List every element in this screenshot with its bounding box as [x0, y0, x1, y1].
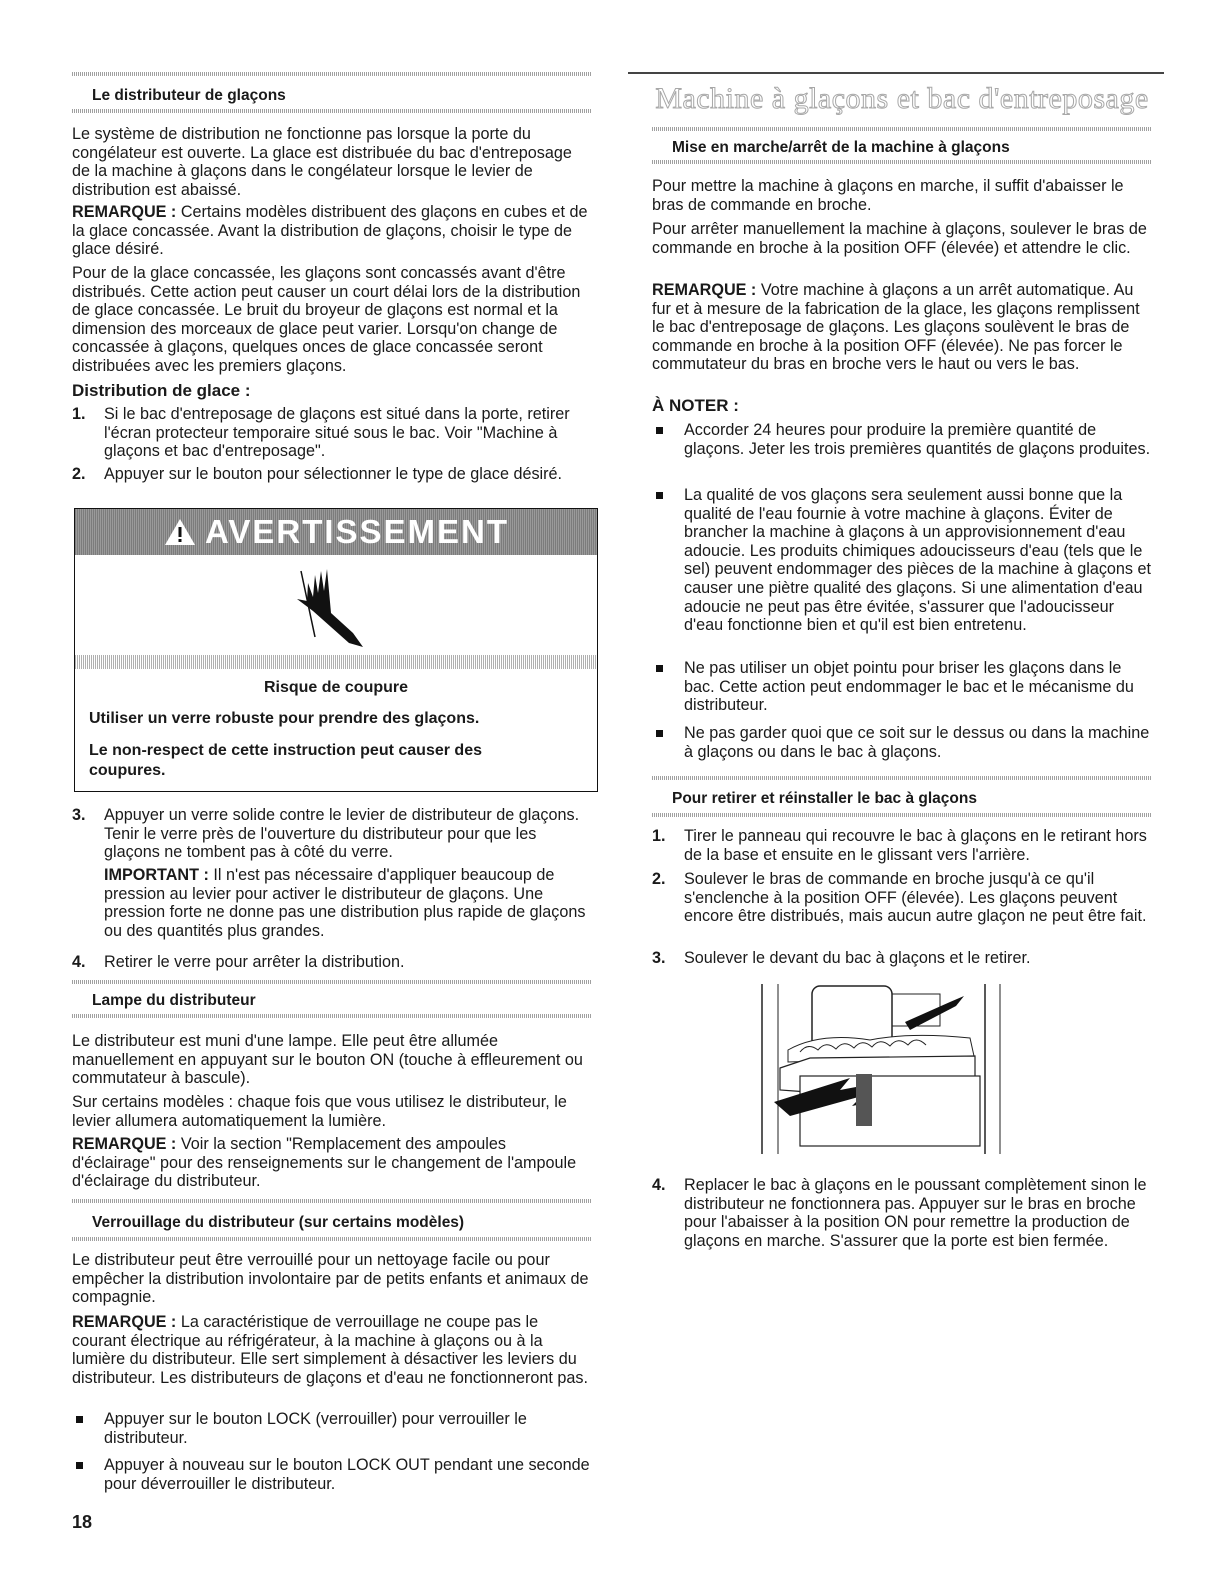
header-rule — [652, 127, 1152, 131]
paragraph: Pour arrêter manuellement la machine à glaçons, soulever le bras de commande en broche à la position OFF (élevée) et attendre le clic. — [652, 220, 1147, 257]
header-rule — [72, 109, 592, 113]
list-item: Ne pas utiliser un objet pointu pour briser les glaçons dans le bac. Cette action peut endommager le bac et le mécanisme du distributeur. — [652, 659, 1152, 715]
top-rule — [628, 72, 1164, 74]
warning-banner — [75, 509, 597, 555]
list-item: Ne pas garder quoi que ce soit sur le dessus ou dans la machine à glaçons ou dans le bac à glaçons. — [652, 724, 1152, 761]
paragraph: Le distributeur peut être verrouillé pour un nettoyage facile ou pour empêcher la distribution involontaire par de petits enfants et animaux de compagnie. — [72, 1251, 589, 1307]
list-item: 1. Si le bac d'entreposage de glaçons est situé dans la porte, retirer l'écran protecteur temporaire situé sous le bac. Voir "Machine à glaçons et bac d'entreposage". — [72, 405, 570, 461]
list-item: Appuyer sur le bouton LOCK (verrouiller) pour verrouiller le distributeur. — [72, 1410, 592, 1447]
section-heading: Lampe du distributeur — [92, 992, 256, 1009]
important-paragraph: IMPORTANT : Il n'est pas nécessaire d'appliquer beaucoup de pression au levier pour activer le distributeur de glaçons. Une pression forte ne donne pas une distribution plus rapide de glaçons ou des quantités plus grandes. — [104, 866, 586, 940]
list-item: Appuyer à nouveau sur le bouton LOCK OUT pendant une seconde pour déverrouiller le distributeur. — [72, 1456, 592, 1493]
warning-line1: Utiliser un verre robuste pour prendre des glaçons. — [89, 710, 480, 727]
bullet-icon — [656, 492, 663, 499]
header-rule — [72, 980, 592, 984]
list-item: La qualité de vos glaçons sera seulement aussi bonne que la qualité de l'eau fournie à votre machine à glaçons. Éviter de brancher la machine à glaçons à un approvisionnement d'eau adoucie. Les produits chimiques adoucisseurs d'eau (tels que le sel) peuvent endommager des pièces de la machine à glaçons et causer une piètre qualité des glaçons. Si une alimentation d'eau adoucie ne peut pas être évitée, s'assurer que l'adoucisseur d'eau fonctionne bien et qu'il est bien entretenu. — [652, 486, 1152, 635]
list-item: 3. Appuyer un verre solide contre le levier de distributeur de glaçons. Tenir le verre près de l'ouverture du distributeur pour que les glaçons ne tombent pas à côté du verre. — [72, 806, 580, 862]
note-paragraph: REMARQUE : Certains modèles distribuent des glaçons en cubes et de la glace concassée. Avant la distribution de glaçons, choisir le type de glace désiré. — [72, 203, 588, 259]
header-rule — [652, 160, 1152, 164]
header-rule — [652, 776, 1152, 780]
subheading: À NOTER : — [652, 396, 739, 415]
list-item: 2. Appuyer sur le bouton pour sélectionner le type de glace désiré. — [72, 465, 563, 483]
page-number: 18 — [72, 1512, 93, 1532]
warning-title: AVERTISSEMENT — [204, 513, 510, 550]
list-item: 4. Retirer le verre pour arrêter la distribution. — [72, 953, 405, 971]
paragraph: Sur certains modèles : chaque fois que vous utilisez le distributeur, le levier allumera automatiquement la lumière. — [72, 1093, 567, 1130]
paragraph: Le distributeur est muni d'une lampe. Elle peut être allumée manuellement en appuyant sur le bouton ON (touche à effleurement ou commutateur à bascule). — [72, 1032, 583, 1088]
list-item: 4. Replacer le bac à glaçons en le poussant complètement sinon le distributeur ne fonctionnera pas. Appuyer sur le bras en broche pour l'abaisser à la position ON pour remettre la production de glaçons en marche. S'assurer que la porte est bien fermée. — [652, 1176, 1147, 1250]
header-rule — [72, 72, 592, 76]
bullet-icon — [656, 730, 663, 737]
bullet-icon — [656, 665, 663, 672]
warning-line2: Le non-respect de cette instruction peut causer des coupures. — [89, 742, 482, 779]
warning-divider — [75, 655, 597, 669]
header-rule — [72, 1237, 592, 1241]
list-item: 1. Tirer le panneau qui recouvre le bac à glaçons en le retirant hors de la base et ensuite en le glissant vers l'arrière. — [652, 827, 1147, 864]
list-item: 3. Soulever le devant du bac à glaçons et le retirer. — [652, 949, 1031, 967]
warning-triangle-icon — [163, 517, 197, 547]
bullet-icon — [76, 1416, 83, 1423]
subheading: Distribution de glace : — [72, 381, 251, 400]
bullet-icon — [656, 427, 663, 434]
section-heading: Pour retirer et réinstaller le bac à glaçons — [672, 790, 977, 807]
list-item: Accorder 24 heures pour produire la première quantité de glaçons. Jeter les trois premières quantités de glaçons produites. — [652, 421, 1152, 458]
note-paragraph: REMARQUE : Votre machine à glaçons a un arrêt automatique. Au fur et à mesure de la fabrication de la glace, les glaçons remplissent le bac d'entreposage de glaçons. Les glaçons soulèvent le bras de commande en broche à la position OFF (élevée). Ne pas forcer le commutateur du bras en broche vers le haut ou vers le bas. — [652, 281, 1140, 374]
warning-box — [74, 508, 598, 792]
page-title: Machine à glaçons et bac d'entreposage — [655, 82, 1149, 115]
paragraph: Pour mettre la machine à glaçons en marche, il suffit d'abaisser le bras de commande en broche. — [652, 177, 1124, 214]
note-paragraph: REMARQUE : Voir la section "Remplacement des ampoules d'éclairage" pour des renseignements sur le changement de l'ampoule d'éclairage du distributeur. — [72, 1135, 577, 1191]
paragraph: Le système de distribution ne fonctionne pas lorsque la porte du congélateur est ouverte. La glace est distribuée du bac d'entreposage de la machine à glaçons dans le congélateur lorsque le levier de distribution est abaissé. — [72, 125, 572, 199]
header-rule — [72, 1014, 592, 1018]
paragraph: Pour de la glace concassée, les glaçons sont concassés avant d'être distribués. Cette action peut causer un court délai lors de la distribution de glace concassée. Le bruit du broyeur de glaçons est normal et la dimension des morceaux de glace peut varier. Lorsqu'on change de concassée à glaçons, quelques onces de glace concassée seront distribuées avec les premiers glaçons. — [72, 264, 581, 375]
header-rule — [652, 813, 1152, 817]
hand-cut-hazard-icon — [291, 563, 371, 653]
warning-risk: Risque de coupure — [263, 679, 409, 696]
bullet-icon — [76, 1462, 83, 1469]
section-heading: Verrouillage du distributeur (sur certains modèles) — [92, 1214, 465, 1231]
note-paragraph: REMARQUE : La caractéristique de verrouillage ne coupe pas le courant électrique au réfrigérateur, à la machine à glaçons ou à la lumière du distributeur. Elle sert simplement à désactiver les leviers du distributeur. Les distributeurs de glaçons et d'eau ne fonctionneront pas. — [72, 1313, 589, 1387]
ice-bin-illustration — [760, 980, 1010, 1158]
list-item: 2. Soulever le bras de commande en broche jusqu'à ce qu'il s'enclenche à la position OFF (élevée). Les glaçons peuvent encore être distribués, mais aucun autre glaçon ne peut être fait. — [652, 870, 1147, 926]
section-heading: Le distributeur de glaçons — [92, 87, 286, 104]
header-rule — [72, 1199, 592, 1203]
section-heading: Mise en marche/arrêt de la machine à glaçons — [672, 139, 1010, 156]
